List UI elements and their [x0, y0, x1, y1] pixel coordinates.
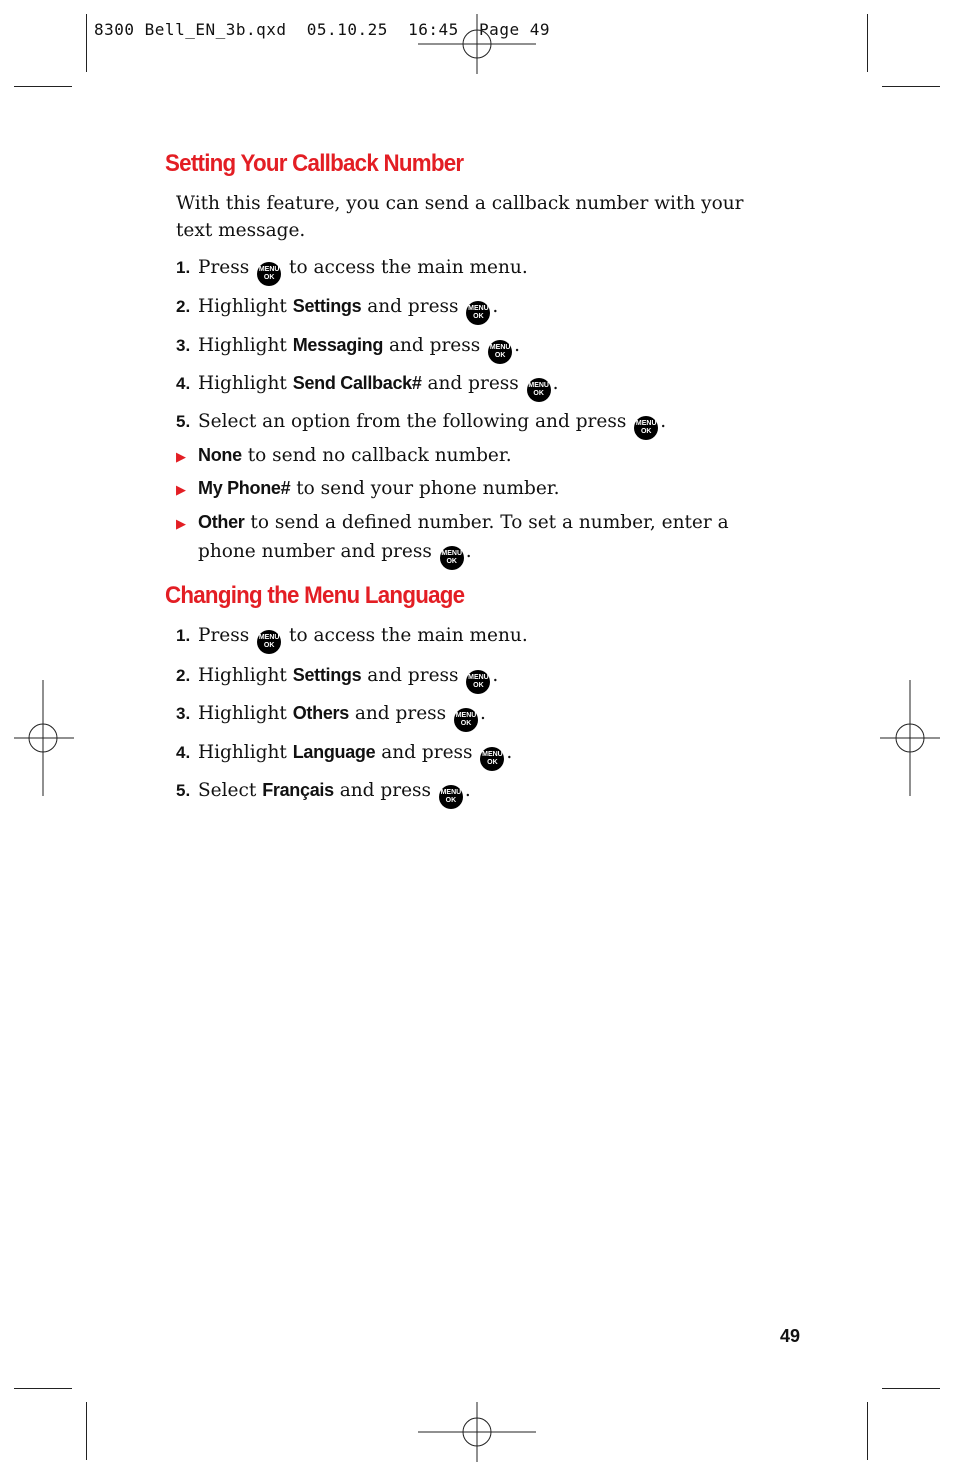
- menu-ok-line1: MENU: [489, 344, 511, 351]
- step-number: 5.: [176, 412, 191, 431]
- menu-ok-line2: OK: [473, 682, 484, 689]
- menu-ok-button-icon: [480, 747, 504, 771]
- step-end: .: [480, 703, 486, 724]
- step-keyword: Settings: [292, 296, 362, 316]
- menu-ok-line1: MENU: [258, 266, 280, 273]
- bullet-keyword: Other: [198, 512, 245, 532]
- bullet-text: to send your phone number.: [296, 478, 560, 499]
- menu-ok-button-icon: [440, 546, 464, 570]
- step-item: [176, 333, 520, 364]
- step-number: 3.: [176, 336, 191, 355]
- step-end: .: [492, 296, 499, 317]
- step-item: [176, 624, 528, 654]
- bullet-arrow-icon: ▶: [176, 450, 186, 465]
- step-text: and press: [427, 373, 519, 394]
- menu-ok-line2: OK: [494, 352, 506, 359]
- step-keyword: Settings: [292, 665, 362, 685]
- crop-mark: [86, 1402, 87, 1460]
- bullet-text: to send a defined number. To set a number, enter a: [250, 512, 729, 533]
- bullet-end: .: [465, 541, 472, 562]
- crop-mark: [882, 1388, 940, 1389]
- step-keyword: Language: [292, 742, 376, 762]
- crop-mark: [882, 86, 940, 87]
- step-text: Highlight: [198, 373, 287, 394]
- menu-ok-line1: MENU: [635, 420, 657, 427]
- menu-ok-line1: MENU: [528, 382, 549, 389]
- step-item: [176, 663, 498, 694]
- menu-ok-line1: MENU: [468, 674, 489, 681]
- step-text: and press: [367, 296, 459, 317]
- step-end: .: [506, 742, 513, 763]
- menu-ok-line2: OK: [473, 313, 484, 320]
- step-text: to access the main menu.: [289, 625, 528, 646]
- step-text: and press: [339, 780, 432, 801]
- step-number: 3.: [176, 704, 191, 723]
- menu-ok-line2: OK: [445, 797, 457, 804]
- menu-ok-button-icon: [527, 378, 551, 402]
- step-end: .: [514, 335, 521, 356]
- step-text: Highlight: [198, 296, 287, 317]
- menu-ok-button-icon: [488, 340, 512, 364]
- bullet-text: to send no callback number.: [247, 445, 512, 466]
- crop-mark: [86, 14, 87, 72]
- intro-paragraph: With this feature, you can send a callback number with your text message.: [176, 193, 744, 241]
- print-slug: 8300 Bell_EN_3b.qxd 05.10.25 16:45 Page 49: [94, 20, 550, 39]
- menu-ok-line2: OK: [460, 720, 472, 727]
- step-text: Press: [198, 257, 250, 278]
- step-item: [176, 778, 471, 809]
- menu-ok-line1: MENU: [440, 789, 462, 796]
- menu-ok-button-icon: [439, 785, 463, 809]
- step-text: and press: [381, 742, 473, 763]
- bullet-arrow-icon: ▶: [176, 517, 186, 532]
- step-text: Select: [198, 780, 257, 801]
- step-text: Select an option from the following and press: [198, 411, 627, 432]
- step-number: 4.: [176, 374, 191, 393]
- step-end: .: [492, 665, 499, 686]
- step-keyword: Send Callback#: [292, 373, 422, 393]
- step-keyword: Messaging: [292, 335, 384, 355]
- step-text: and press: [388, 335, 481, 356]
- step-number: 2.: [176, 297, 191, 316]
- step-end: .: [552, 373, 559, 394]
- menu-ok-line1: MENU: [441, 550, 463, 557]
- menu-ok-line2: OK: [533, 390, 544, 397]
- step-number: 4.: [176, 743, 191, 762]
- menu-ok-line2: OK: [446, 558, 457, 565]
- bullet-item: [176, 509, 736, 570]
- crop-mark: [14, 86, 72, 87]
- registration-mark-icon: [14, 680, 74, 796]
- registration-mark-icon: [418, 14, 536, 74]
- bullet-keyword: My Phone#: [198, 478, 291, 498]
- step-text: and press: [367, 665, 459, 686]
- bullet-item: [176, 475, 736, 504]
- menu-ok-line2: OK: [640, 428, 652, 435]
- menu-ok-line2: OK: [487, 759, 498, 766]
- section-title-language: Changing the Menu Language: [165, 582, 465, 609]
- menu-ok-line1: MENU: [482, 751, 503, 758]
- step-number: 2.: [176, 666, 191, 685]
- crop-mark: [867, 1402, 868, 1460]
- step-item: [176, 740, 512, 771]
- step-text: Highlight: [198, 335, 287, 356]
- step-item: [176, 256, 528, 286]
- step-text: Highlight: [198, 665, 287, 686]
- step-keyword: Français: [262, 780, 334, 800]
- menu-ok-button-icon: [454, 708, 478, 732]
- menu-ok-button-icon: [634, 416, 658, 440]
- step-text: Press: [198, 625, 250, 646]
- bullet-arrow-icon: ▶: [176, 483, 186, 498]
- step-text: and press: [354, 703, 447, 724]
- menu-ok-button-icon: [466, 301, 490, 325]
- step-item: [176, 294, 498, 325]
- step-text: to access the main menu.: [289, 257, 528, 278]
- menu-ok-line2: OK: [263, 642, 275, 649]
- section-title-callback: Setting Your Callback Number: [165, 150, 464, 177]
- step-item: [176, 701, 486, 732]
- step-number: 1.: [176, 258, 191, 277]
- menu-ok-button-icon: [257, 630, 281, 654]
- page-number: 49: [780, 1326, 801, 1346]
- bullet-continuation: [176, 538, 736, 570]
- step-number: 5.: [176, 781, 191, 800]
- bullet-keyword: None: [198, 445, 242, 465]
- registration-mark-icon: [418, 1402, 536, 1462]
- step-text: Highlight: [198, 742, 287, 763]
- step-item: [176, 371, 559, 402]
- menu-ok-line1: MENU: [455, 712, 477, 719]
- crop-mark: [14, 1388, 72, 1389]
- registration-mark-icon: [880, 680, 940, 796]
- step-item: [176, 410, 666, 440]
- step-number: 1.: [176, 626, 191, 645]
- menu-ok-line1: MENU: [468, 305, 489, 312]
- menu-ok-line2: OK: [263, 274, 275, 281]
- bullet-text: phone number and press: [198, 541, 432, 562]
- bullet-item: [176, 442, 736, 471]
- menu-ok-button-icon: [257, 262, 281, 286]
- step-end: .: [464, 780, 471, 801]
- crop-mark: [867, 14, 868, 72]
- menu-ok-button-icon: [466, 670, 490, 694]
- step-keyword: Others: [292, 703, 349, 723]
- step-text: Highlight: [198, 703, 287, 724]
- step-end: .: [660, 411, 667, 432]
- menu-ok-line1: MENU: [258, 634, 280, 641]
